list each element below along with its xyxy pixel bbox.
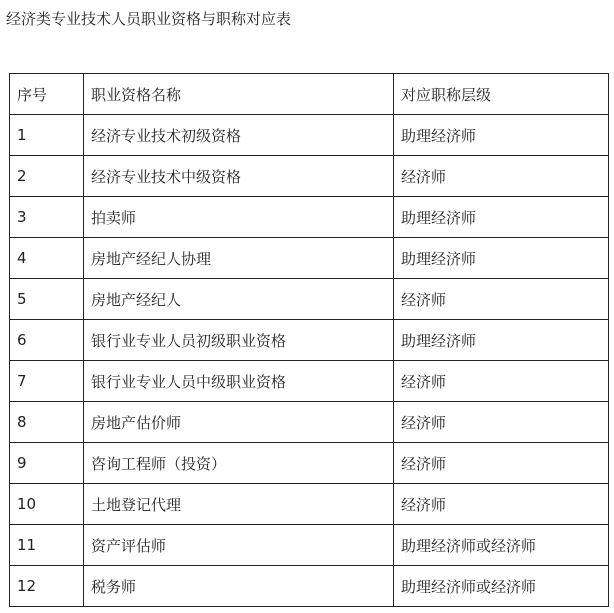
table-row: [10, 238, 609, 279]
table-row: [10, 361, 609, 402]
table-row: [10, 443, 609, 484]
cell-qualification-name: 房地产经纪人: [84, 279, 394, 320]
cell-serial-number: 3: [10, 197, 84, 238]
cell-title-level: 助理经济师或经济师: [394, 566, 609, 607]
qualification-table: [9, 73, 609, 607]
cell-qualification-name: 土地登记代理: [84, 484, 394, 525]
cell-title-level: 经济师: [394, 279, 609, 320]
cell-serial-number: 2: [10, 156, 84, 197]
cell-qualification-name: 经济专业技术中级资格: [84, 156, 394, 197]
cell-serial-number: 9: [10, 443, 84, 484]
cell-serial-number: 8: [10, 402, 84, 443]
cell-serial-number: 4: [10, 238, 84, 279]
table-row: [10, 320, 609, 361]
cell-serial-number: 10: [10, 484, 84, 525]
header-qualification-name: 职业资格名称: [84, 74, 394, 115]
cell-qualification-name: 经济专业技术初级资格: [84, 115, 394, 156]
table-row: [10, 156, 609, 197]
cell-qualification-name: 银行业专业人员初级职业资格: [84, 320, 394, 361]
cell-title-level: 经济师: [394, 361, 609, 402]
table-row: [10, 115, 609, 156]
table-row: [10, 484, 609, 525]
cell-title-level: 经济师: [394, 156, 609, 197]
table-row: [10, 566, 609, 607]
cell-qualification-name: 拍卖师: [84, 197, 394, 238]
cell-serial-number: 7: [10, 361, 84, 402]
cell-serial-number: 12: [10, 566, 84, 607]
cell-qualification-name: 银行业专业人员中级职业资格: [84, 361, 394, 402]
cell-serial-number: 5: [10, 279, 84, 320]
cell-title-level: 助理经济师: [394, 197, 609, 238]
cell-serial-number: 1: [10, 115, 84, 156]
header-title-level: 对应职称层级: [394, 74, 609, 115]
cell-qualification-name: 房地产估价师: [84, 402, 394, 443]
page-title: 经济类专业技术人员职业资格与职称对应表: [6, 10, 292, 28]
cell-title-level: 助理经济师或经济师: [394, 525, 609, 566]
cell-qualification-name: 资产评估师: [84, 525, 394, 566]
cell-title-level: 助理经济师: [394, 320, 609, 361]
table-row: [10, 525, 609, 566]
table-row: [10, 197, 609, 238]
cell-title-level: 经济师: [394, 443, 609, 484]
cell-title-level: 经济师: [394, 484, 609, 525]
cell-serial-number: 6: [10, 320, 84, 361]
cell-serial-number: 11: [10, 525, 84, 566]
cell-title-level: 助理经济师: [394, 115, 609, 156]
table-row: [10, 402, 609, 443]
header-serial-number: 序号: [10, 74, 84, 115]
cell-title-level: 经济师: [394, 402, 609, 443]
table-row: [10, 279, 609, 320]
cell-title-level: 助理经济师: [394, 238, 609, 279]
table-header-row: [10, 74, 609, 115]
cell-qualification-name: 咨询工程师（投资）: [84, 443, 394, 484]
cell-qualification-name: 税务师: [84, 566, 394, 607]
cell-qualification-name: 房地产经纪人协理: [84, 238, 394, 279]
